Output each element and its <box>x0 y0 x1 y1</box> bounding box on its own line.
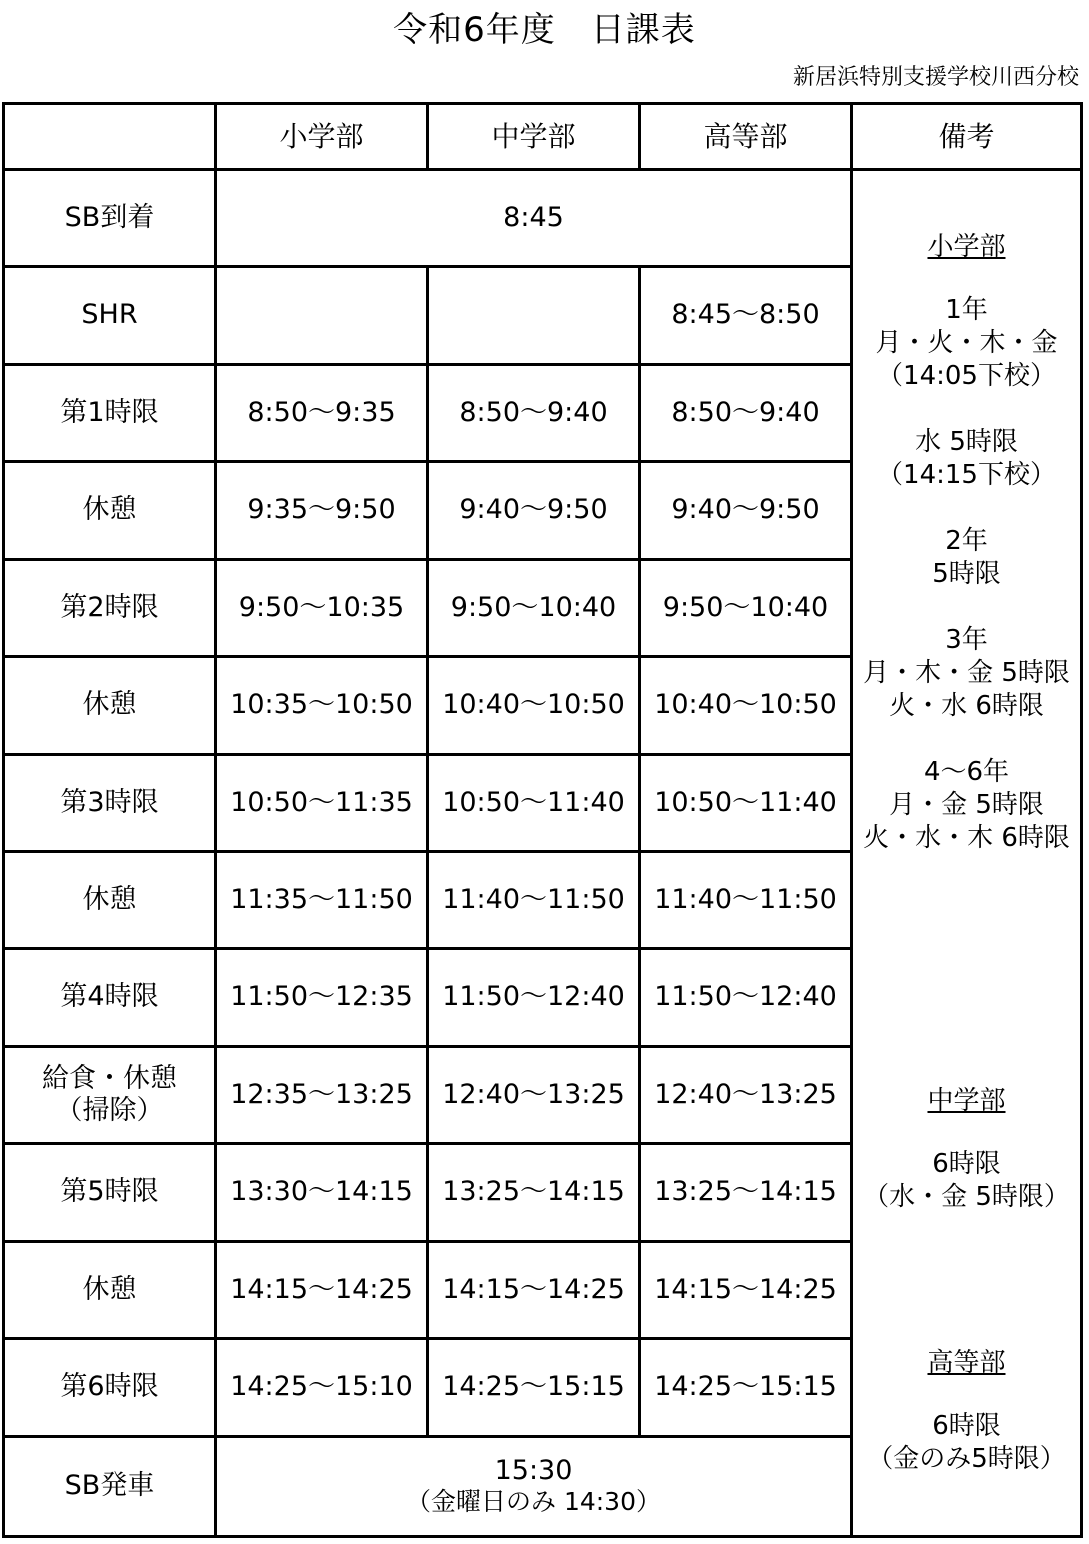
notes-spacer <box>853 393 1080 426</box>
time-cell: 14:15〜14:25 <box>641 1243 853 1340</box>
header-blank <box>5 105 217 171</box>
notes-line: （14:15下校） <box>877 460 1056 491</box>
header-senior: 高等部 <box>641 105 853 171</box>
row-label: 休憩 <box>5 463 217 560</box>
time-cell: 12:40〜13:25 <box>641 1048 853 1145</box>
time-cell: 10:50〜11:40 <box>429 756 641 853</box>
time-cell: 9:35〜9:50 <box>217 463 429 560</box>
notes-line: （14:05下校） <box>877 361 1056 392</box>
row-label: 第3時限 <box>5 756 217 853</box>
row-label: SHR <box>5 268 217 365</box>
notes-column <box>853 171 1080 1535</box>
notes-line: 4〜6年 <box>923 757 1010 788</box>
notes-line: 6時限 <box>932 1411 1001 1442</box>
time-cell: 9:50〜10:35 <box>217 561 429 658</box>
row-label: SB到着 <box>5 171 217 268</box>
row-label-line: 給食・休憩 <box>42 1062 177 1094</box>
time-cell: 14:15〜14:25 <box>217 1243 429 1340</box>
time-cell <box>217 268 429 365</box>
time-cell: 8:50〜9:40 <box>641 366 853 463</box>
departure-time: 15:30 <box>494 1455 573 1487</box>
notes-spacer <box>853 723 1080 756</box>
row-label: 休憩 <box>5 853 217 950</box>
header-notes: 備考 <box>853 105 1080 171</box>
time-cell: 11:50〜12:40 <box>641 950 853 1047</box>
notes-line: 月・火・木・金 <box>875 328 1058 359</box>
notes-line: 火・水・木 6時限 <box>863 823 1070 854</box>
time-cell-span: 8:45 <box>217 171 853 268</box>
time-cell: 10:40〜10:50 <box>429 658 641 755</box>
notes-line: 1年 <box>945 295 988 326</box>
time-cell: 9:50〜10:40 <box>429 561 641 658</box>
notes-senior <box>853 1347 1080 1476</box>
notes-line: 3年 <box>945 625 988 656</box>
time-cell: 10:40〜10:50 <box>641 658 853 755</box>
row-label: 第5時限 <box>5 1145 217 1242</box>
notes-spacer <box>853 492 1080 525</box>
time-cell: 11:50〜12:35 <box>217 950 429 1047</box>
notes-line: 6時限 <box>932 1149 1001 1180</box>
time-cell: 8:50〜9:35 <box>217 366 429 463</box>
departure-note: （金曜日のみ 14:30） <box>406 1487 661 1517</box>
time-cell: 14:25〜15:15 <box>429 1340 641 1437</box>
notes-line: 月・金 5時限 <box>889 790 1044 821</box>
schedule-table <box>2 102 1083 1538</box>
time-cell: 10:50〜11:35 <box>217 756 429 853</box>
time-cell: 8:45〜8:50 <box>641 268 853 365</box>
row-label: SB発車 <box>5 1438 217 1535</box>
time-cell: 11:40〜11:50 <box>429 853 641 950</box>
notes-heading: 中学部 <box>927 1086 1006 1116</box>
time-cell: 12:35〜13:25 <box>217 1048 429 1145</box>
row-label: 第1時限 <box>5 366 217 463</box>
notes-spacer <box>853 591 1080 624</box>
time-cell: 9:40〜9:50 <box>641 463 853 560</box>
time-cell: 13:25〜14:15 <box>429 1145 641 1242</box>
time-cell: 11:50〜12:40 <box>429 950 641 1047</box>
school-name: 新居浜特別支援学校川西分校 <box>792 65 1079 90</box>
time-cell: 9:40〜9:50 <box>429 463 641 560</box>
time-cell: 14:25〜15:15 <box>641 1340 853 1437</box>
row-label: 休憩 <box>5 1243 217 1340</box>
notes-line: 5時限 <box>932 559 1001 590</box>
time-cell <box>429 268 641 365</box>
row-label: 第2時限 <box>5 561 217 658</box>
notes-elementary <box>853 231 1080 855</box>
time-cell: 8:50〜9:40 <box>429 366 641 463</box>
row-label: 第4時限 <box>5 950 217 1047</box>
header-elementary: 小学部 <box>217 105 429 171</box>
notes-line: 2年 <box>945 526 988 557</box>
header-junior: 中学部 <box>429 105 641 171</box>
time-cell: 14:15〜14:25 <box>429 1243 641 1340</box>
notes-line: （金のみ5時限） <box>867 1444 1066 1475</box>
notes-line: （水・金 5時限） <box>863 1182 1070 1213</box>
time-cell: 10:50〜11:40 <box>641 756 853 853</box>
time-cell: 14:25〜15:10 <box>217 1340 429 1437</box>
notes-line: 月・木・金 5時限 <box>863 658 1070 689</box>
notes-line: 火・水 6時限 <box>889 691 1044 722</box>
time-cell: 13:30〜14:15 <box>217 1145 429 1242</box>
row-label: 第6時限 <box>5 1340 217 1437</box>
row-label-line: （掃除） <box>55 1095 164 1127</box>
notes-heading: 高等部 <box>927 1348 1006 1378</box>
time-cell: 11:40〜11:50 <box>641 853 853 950</box>
time-cell: 13:25〜14:15 <box>641 1145 853 1242</box>
time-cell: 10:35〜10:50 <box>217 658 429 755</box>
row-label <box>5 1048 217 1145</box>
time-cell: 11:35〜11:50 <box>217 853 429 950</box>
page-title: 令和6年度 日課表 <box>393 10 696 50</box>
notes-heading: 小学部 <box>927 232 1006 262</box>
notes-junior <box>853 1085 1080 1214</box>
row-label: 休憩 <box>5 658 217 755</box>
time-cell: 9:50〜10:40 <box>641 561 853 658</box>
time-cell: 12:40〜13:25 <box>429 1048 641 1145</box>
notes-line: 水 5時限 <box>915 427 1018 458</box>
time-cell-span <box>217 1438 853 1535</box>
